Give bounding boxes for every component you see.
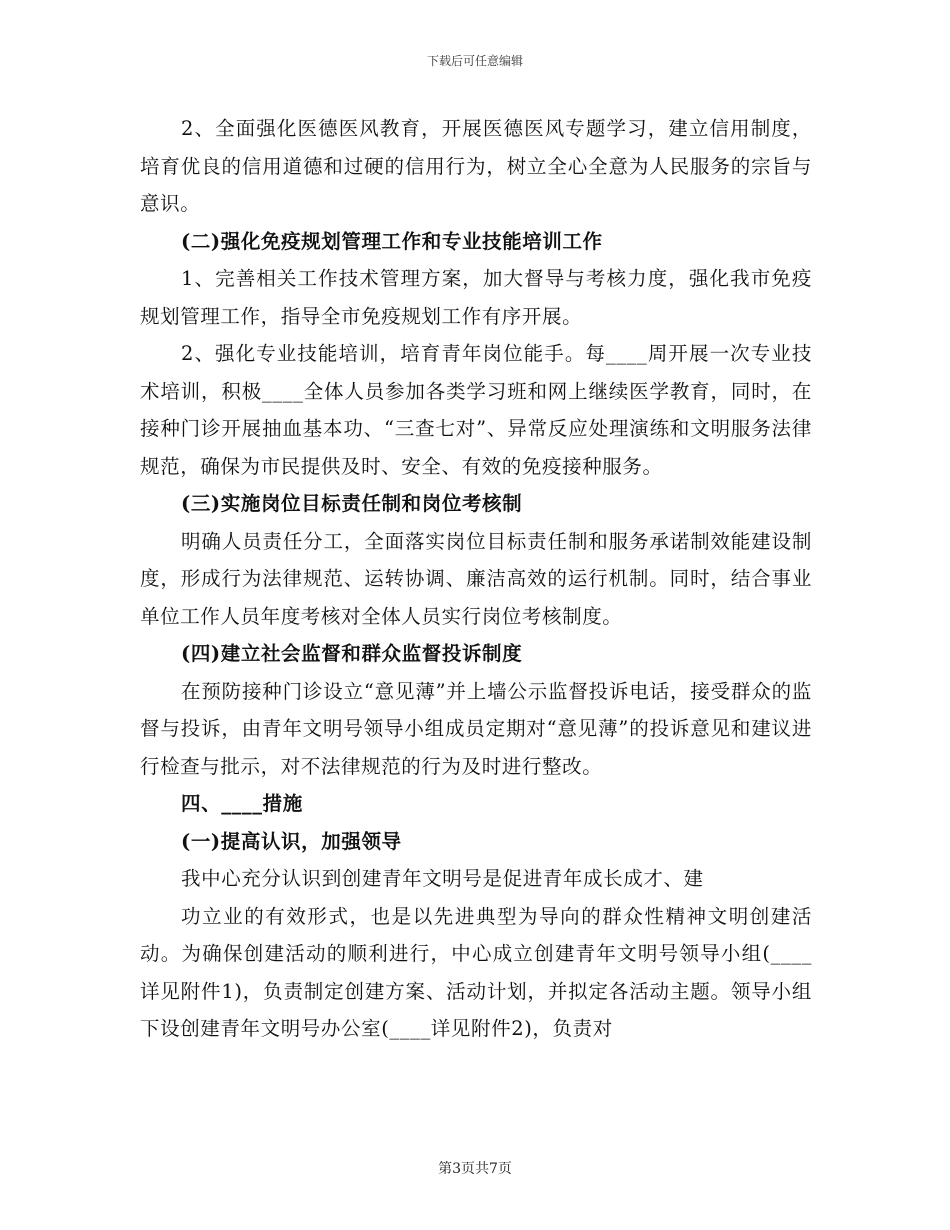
page-footer: 第3页共7页 (438, 1161, 512, 1177)
section-heading-leadership: (一)提高认识，加强领导 (181, 829, 402, 853)
paragraph-medical-ethics: 2、全面强化医德医风教育，开展医德医风专题学习，建立信用制度，培育优良的信用道德和过硬的信用行为，树立全心全意为人民服务的宗旨与意识。 (140, 117, 812, 215)
paragraph-skills-training: 2、强化专业技能培训，培育青年岗位能手。每____周开展一次专业技术培训，积极____全体人员参加各类学习班和网上继续医学教育，同时，在接种门诊开展抽血基本功、“三查七对”、异常反应处理演练和文明服务法律规范，确保为市民提供及时、安全、有效的免疫接种服务。 (140, 342, 812, 478)
section-heading-measures: 四、____措施 (181, 792, 303, 815)
document-body (140, 110, 812, 1048)
section-heading-supervision: (四)建立社会监督和群众监督投诉制度 (181, 642, 523, 665)
paragraph-leadership-group: 功立业的有效形式，也是以先进典型为导向的群众性精神文明创建活动。为确保创建活动的顺利进行，中心成立创建青年文明号领导小组(____详见附件1)，负责制定创建方案、活动计划，并拟定各活动主题。领导小组下设创建青年文明号办公室(____详见附件2)，负责对 (140, 904, 812, 1040)
paragraph-responsibility: 明确人员责任分工，全面落实岗位目标责任制和服务承诺制效能建设制度，形成行为法律规范、运转协调、廉洁高效的运行机制。同时，结合事业单位工作人员年度考核对全体人员实行岗位考核制度。 (140, 529, 812, 628)
paragraph-awareness-line: 我中心充分认识到创建青年文明号是促进青年成长成才、建 (181, 867, 704, 890)
page-header: 下载后可任意编辑 (426, 54, 523, 68)
section-heading-immunization-training: (二)强化免疫规划管理工作和专业技能培训工作 (181, 229, 603, 253)
paragraph-supervision: 在预防接种门诊设立“意见薄”并上墙公示监督投诉电话，接受群众的监督与投诉，由青年文明号领导小组成员定期对“意见薄”的投诉意见和建议进行检查与批示，对不法律规范的行为及时进行整改。 (140, 679, 812, 778)
section-heading-responsibility-system: (三)实施岗位目标责任制和岗位考核制 (181, 492, 523, 515)
paragraph-management-plan: 1、完善相关工作技术管理方案，加大督导与考核力度，强化我市免疫规划管理工作，指导全市免疫规划工作有序开展。 (140, 267, 812, 328)
